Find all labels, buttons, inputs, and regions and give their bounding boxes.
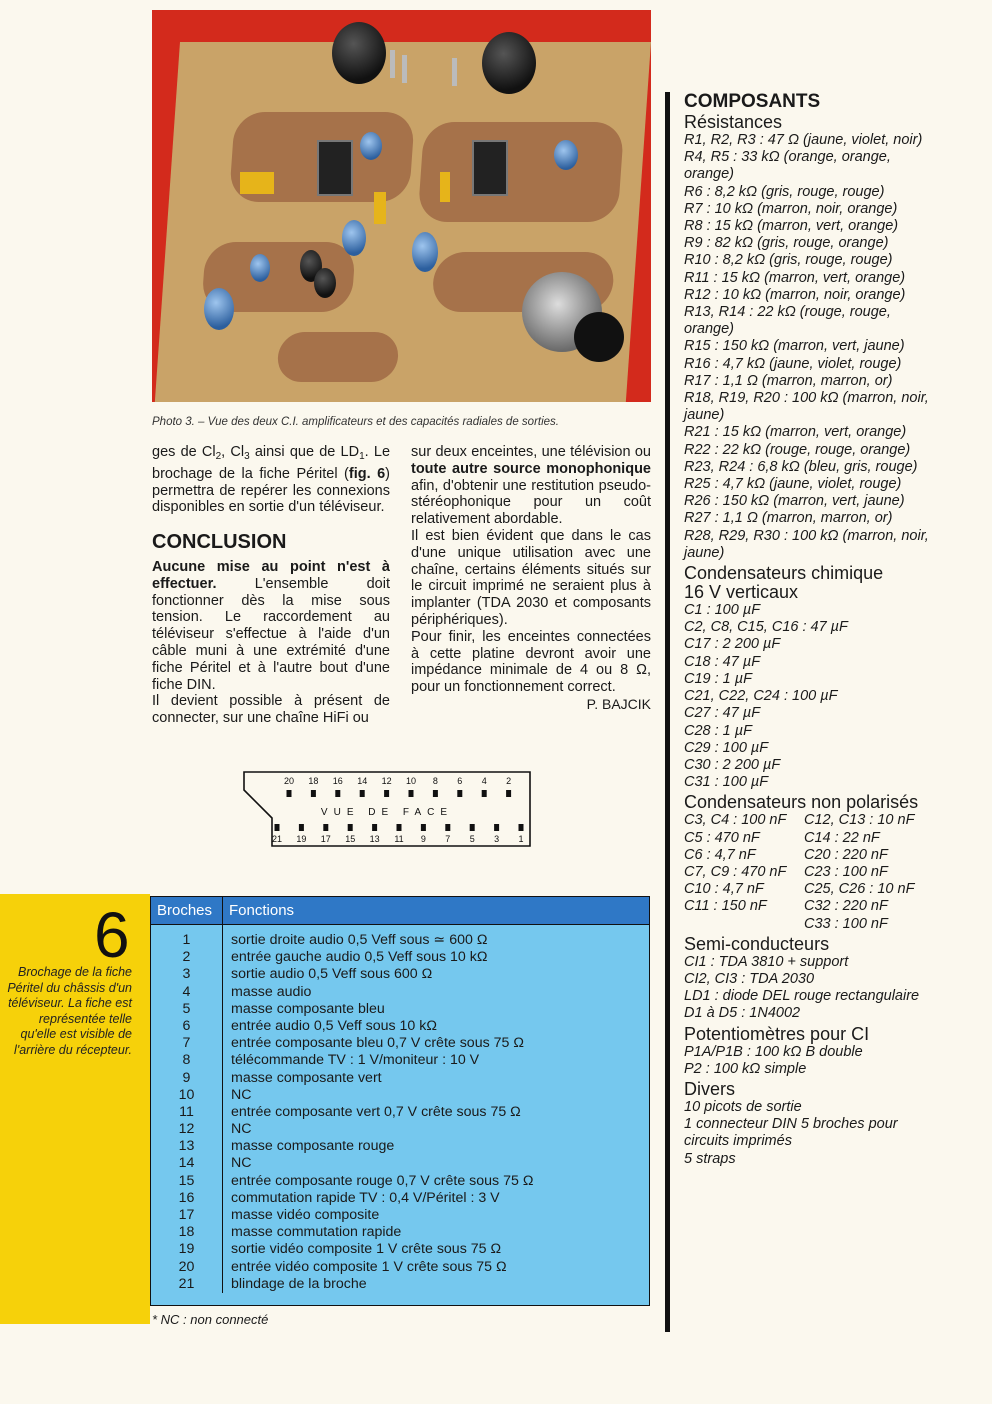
res-item: R18, R19, R20 : 100 kΩ (marron, noir, jaune): [684, 390, 929, 424]
table-function: NC: [231, 1086, 252, 1103]
table-function: entrée composante rouge 0,7 V crête sous 75 Ω: [231, 1172, 534, 1189]
connector-pin-label: 9: [420, 834, 426, 844]
table-function: sortie droite audio 0,5 Veff sous ≃ 600 Ω: [231, 932, 488, 948]
table-function: masse composante vert: [231, 1069, 382, 1086]
semi-item: CI2, CI3 : TDA 2030: [684, 970, 815, 987]
nonpolar-right-item: C14 : 22 nF: [804, 829, 880, 846]
res-item: R7 : 10 kΩ (marron, noir, orange): [684, 200, 898, 217]
table-function: masse composante rouge: [231, 1138, 395, 1155]
table-function: entrée gauche audio 0,5 Veff sous 10 kΩ: [231, 949, 488, 966]
table-pin-number: 2: [182, 949, 191, 966]
middle-paragraph-2: Il est bien évident que dans le cas d'une unique utilisation avec une chaîne, certains éléments situés sur le circuit imprimé ne seraient plus à implanter (TDA 2030 et composants périphériques).: [411, 527, 651, 628]
table-function: entrée composante vert 0,7 V crête sous 75 Ω: [231, 1103, 521, 1120]
nonpolar-right-item: C20 : 220 nF: [804, 846, 888, 863]
left-paragraph-3: Il devient possible à présent de connecter, sur une chaîne HiFi ou: [152, 693, 390, 727]
res-item: R9 : 82 kΩ (gris, rouge, orange): [684, 235, 889, 252]
table-pin-number: 17: [178, 1207, 195, 1223]
table-function: entrée vidéo composite 1 V crête sous 75 Ω: [231, 1258, 507, 1275]
connector-pin: [372, 824, 377, 831]
table-pin-number: 1: [182, 932, 191, 948]
nonpolar-right-item: C33 : 100 nF: [804, 915, 888, 932]
peritel-connector-diagram: [242, 770, 532, 848]
pin-number-column: [151, 925, 223, 1293]
middle-paragraph-3: Pour finir, les enceintes connectées à cette platine devront avoir une impédance minimale de 4 ou 8 Ω, pour un fonctionnement correct.: [411, 628, 651, 696]
semi-item: CI1 : TDA 3810 + support: [684, 953, 849, 970]
table-pin-number: 10: [178, 1086, 195, 1103]
chem-item: C19 : 1 µF: [684, 670, 752, 687]
nonpolar-left-item: C6 : 4,7 nF: [684, 846, 756, 863]
nonpolar-right-item: C12, C13 : 10 nF: [804, 812, 915, 829]
connector-pin: [323, 824, 328, 831]
connector-pin: [457, 790, 462, 797]
chem-item: C18 : 47 µF: [684, 653, 761, 670]
nonpolar-left-item: [684, 916, 804, 933]
author: P. BAJCIK: [586, 695, 651, 712]
misc-item: 10 picots de sortie: [684, 1098, 802, 1115]
chem-item: C2, C8, C15, C16 : 47 µF: [684, 619, 848, 636]
table-function: télécommande TV : 1 V/moniteur : 10 V: [231, 1052, 480, 1069]
table-pin-number: 21: [178, 1275, 195, 1292]
connector-pin-label: 1: [518, 834, 524, 844]
resistances-title: Résistances: [684, 112, 783, 132]
nonpolar-right-item: C25, C26 : 10 nF: [804, 881, 915, 898]
pot-title: Potentiomètres pour CI: [684, 1023, 870, 1044]
connector-pin-label: 14: [357, 776, 368, 786]
connector-pin-label: 18: [308, 776, 319, 786]
chem-item: C1 : 100 µF: [684, 602, 761, 619]
connector-pin: [299, 824, 304, 831]
table-pin-number: 19: [178, 1241, 195, 1258]
connector-pin-label: 21: [271, 834, 283, 844]
table-note: * NC : non connecté: [152, 1312, 269, 1327]
chem-item: C30 : 2 200 µF: [684, 756, 781, 773]
nonpolar-list: [684, 812, 935, 932]
chem-item: C27 : 47 µF: [684, 705, 761, 722]
connector-pin: [348, 824, 353, 831]
table-pin-number: 14: [178, 1155, 195, 1172]
left-paragraph-1: ges de $Cl_2$, $Cl_3$ ainsi que de $LD_1$. Le brochage de la fiche Péritel (fig. 6) permettra de repérer les connexions disponibles en sortie d'un téléviseur.: [152, 444, 391, 516]
pot-list: [684, 1044, 935, 1078]
misc-item: 5 straps: [684, 1150, 736, 1167]
function-column: [223, 925, 533, 1293]
table-pin-number: 5: [182, 1000, 191, 1017]
misc-list: [684, 1099, 935, 1168]
connector-pin: [384, 790, 389, 797]
res-item: R13, R14 : 22 kΩ (rouge, rouge, orange): [684, 304, 891, 338]
connector-pin-label: 8: [432, 776, 438, 786]
connector-pin: [519, 824, 524, 831]
connector-pin-label: 16: [332, 776, 343, 786]
connector-pin-label: 13: [369, 834, 380, 844]
nonpolar-right-item: C32 : 220 nF: [804, 898, 888, 915]
table-function: entrée audio 0,5 Veff sous 10 kΩ: [231, 1017, 437, 1034]
table-function: blindage de la broche: [231, 1275, 367, 1292]
chemical-title-2: 16 V verticaux: [684, 582, 799, 603]
res-item: R22 : 22 kΩ (rouge, rouge, orange): [684, 441, 911, 458]
connector-pin-label: 10: [405, 776, 417, 786]
connector-pin: [275, 824, 280, 831]
table-function: masse composante bleu: [231, 1000, 385, 1017]
res-item: R17 : 1,1 Ω (marron, marron, or): [684, 372, 893, 389]
connector-pin: [360, 790, 365, 797]
chem-item: C28 : 1 µF: [684, 722, 752, 739]
table-pin-number: 8: [182, 1052, 191, 1069]
header-broches: Broches: [151, 897, 223, 924]
res-item: R28, R29, R30 : 100 kΩ (marron, noir, jaune): [684, 527, 929, 561]
res-item: R25 : 4,7 kΩ (jaune, violet, rouge): [684, 476, 902, 493]
middle-paragraph-1: sur deux enceintes, une télévision ou toute autre source monophonique afin, d'obtenir une restitution pseudo-stéréophonique pour un coût relativement abordable.: [411, 444, 651, 528]
nonpolar-left-item: C10 : 4,7 nF: [684, 881, 764, 898]
table-pin-number: 7: [182, 1035, 191, 1052]
nonpolar-right-item: C23 : 100 nF: [804, 863, 888, 880]
nonpolar-left-item: C7, C9 : 470 nF: [684, 863, 787, 880]
table-pin-number: 6: [182, 1017, 191, 1034]
connector-pin: [409, 790, 414, 797]
connector-pin-label: 12: [381, 776, 392, 786]
connector-pin-label: 15: [345, 834, 356, 844]
pinout-table: [150, 896, 650, 1306]
table-pin-number: 15: [178, 1172, 195, 1189]
connector-pin-label: 7: [445, 834, 451, 844]
table-pin-number: 12: [178, 1121, 195, 1138]
connector-pin-label: 6: [457, 776, 463, 786]
table-function: masse vidéo composite: [231, 1207, 380, 1223]
semi-item: D1 à D5 : 1N4002: [684, 1005, 801, 1022]
connector-pin-label: 19: [296, 834, 307, 844]
connector-pin: [470, 824, 475, 831]
connector-pin: [421, 824, 426, 831]
left-column: [152, 444, 390, 727]
table-function: NC: [231, 1121, 252, 1138]
table-header: [151, 897, 649, 925]
connector-pin: [445, 824, 450, 831]
table-pin-number: 13: [178, 1138, 195, 1155]
semi-title: Semi-conducteurs: [684, 933, 830, 954]
nonpolar-left-item: C11 : 150 nF: [684, 898, 767, 915]
chem-item: C29 : 100 µF: [684, 739, 769, 756]
nonpolar-left-item: C3, C4 : 100 nF: [684, 812, 787, 829]
semi-list: [684, 954, 935, 1023]
res-item: R4, R5 : 33 kΩ (orange, orange, orange): [684, 149, 891, 183]
res-item: R15 : 150 kΩ (marron, vert, jaune): [684, 338, 905, 355]
misc-title: Divers: [684, 1078, 736, 1099]
pots-item: P1A/P1B : 100 kΩ B double: [684, 1043, 863, 1060]
connector-pin-label: 17: [320, 834, 331, 844]
table-pin-number: 20: [178, 1258, 195, 1275]
table-function: sortie vidéo composite 1 V crête sous 75 Ω: [231, 1241, 502, 1258]
left-paragraph-2: Aucune mise au point n'est à effectuer. L'ensemble doit fonctionner dès la mise sous tension. Le raccordement au téléviseur s'effectue à l'aide d'un câble muni à une extrémité d'une fiche Péritel et à l'autre bout d'une fiche DIN.: [152, 558, 390, 693]
res-item: R16 : 4,7 kΩ (jaune, violet, rouge): [684, 355, 902, 372]
table-function: NC: [231, 1155, 252, 1172]
chem-item: C21, C22, C24 : 100 µF: [684, 688, 838, 705]
chem-item: C17 : 2 200 µF: [684, 636, 781, 653]
header-fonctions: Fonctions: [229, 902, 295, 919]
res-item: R8 : 15 kΩ (marron, vert, orange): [684, 218, 899, 235]
chemical-list: [684, 602, 935, 791]
res-item: R10 : 8,2 kΩ (gris, rouge, rouge): [684, 252, 893, 269]
connector-pin-label: 5: [469, 834, 475, 844]
connector-pin-label: 11: [394, 834, 404, 844]
pots-item: P2 : 100 kΩ simple: [684, 1060, 807, 1077]
table-pin-number: 4: [182, 983, 191, 1000]
table-function: masse commutation rapide: [231, 1224, 402, 1241]
semi-item: LD1 : diode DEL rouge rectangulaire: [684, 988, 920, 1005]
misc-item: 1 connecteur DIN 5 broches pour circuits imprimés: [684, 1116, 898, 1150]
connector-pin-label: 3: [494, 834, 500, 844]
circuit-board-photo: [152, 10, 651, 402]
table-pin-number: 11: [179, 1103, 194, 1120]
res-item: R27 : 1,1 Ω (marron, marron, or): [684, 510, 893, 527]
figure-number: 6: [94, 899, 130, 971]
table-pin-number: 18: [178, 1224, 195, 1241]
connector-pin: [506, 790, 511, 797]
connector-pin-label: 20: [283, 776, 295, 786]
connector-pin: [397, 824, 402, 831]
nonpolar-title: Condensateurs non polarisés: [684, 792, 919, 813]
connector-pin-label: 4: [481, 776, 487, 786]
figure-caption: Brochage de la fiche Péritel du châssis d'un téléviseur. La fiche est représentée telle qu'elle est visible de l'arrière du récepteur.: [7, 965, 132, 1057]
table-pin-number: 3: [182, 966, 191, 983]
table-function: sortie audio 0,5 Veff sous 600 Ω: [231, 966, 433, 983]
table-pin-number: 9: [182, 1069, 191, 1086]
res-item: R1, R2, R3 : 47 Ω (jaune, violet, noir): [684, 132, 923, 148]
photo-caption: Photo 3. – Vue des deux C.I. amplificateurs et des capacités radiales de sorties.: [152, 416, 559, 428]
chem-item: C31 : 100 µF: [684, 774, 769, 791]
table-function: entrée composante bleu 0,7 V crête sous 75 Ω: [231, 1035, 524, 1052]
table-function: commutation rapide TV : 0,4 V/Péritel : 3 V: [231, 1189, 500, 1206]
res-item: R12 : 10 kΩ (marron, noir, orange): [684, 286, 906, 303]
connector-pin: [482, 790, 487, 797]
res-item: R23, R24 : 6,8 kΩ (bleu, gris, rouge): [684, 458, 918, 475]
connector-pin-label: 2: [506, 776, 512, 786]
connector-pin: [311, 790, 316, 797]
connector-pin: [287, 790, 292, 797]
table-pin-number: 16: [178, 1189, 195, 1206]
connector-pin: [335, 790, 340, 797]
connector-pin: [433, 790, 438, 797]
res-item: R26 : 150 kΩ (marron, vert, jaune): [684, 493, 905, 510]
res-item: R11 : 15 kΩ (marron, vert, orange): [684, 269, 906, 286]
conclusion-heading: CONCLUSION: [152, 531, 287, 554]
table-function: masse audio: [231, 983, 312, 1000]
connector-pin: [494, 824, 499, 831]
res-item: R6 : 8,2 kΩ (gris, rouge, rouge): [684, 183, 885, 200]
connector-label: VUE DE FACE: [320, 807, 454, 818]
res-item: R21 : 15 kΩ (marron, vert, orange): [684, 424, 907, 441]
resistances-list: [684, 132, 935, 562]
chemical-title-1: Condensateurs chimique: [684, 563, 884, 584]
middle-column: [411, 444, 651, 713]
components-title: COMPOSANTS: [684, 91, 821, 112]
components-list: [665, 92, 935, 1332]
nonpolar-left-item: C5 : 470 nF: [684, 829, 760, 846]
